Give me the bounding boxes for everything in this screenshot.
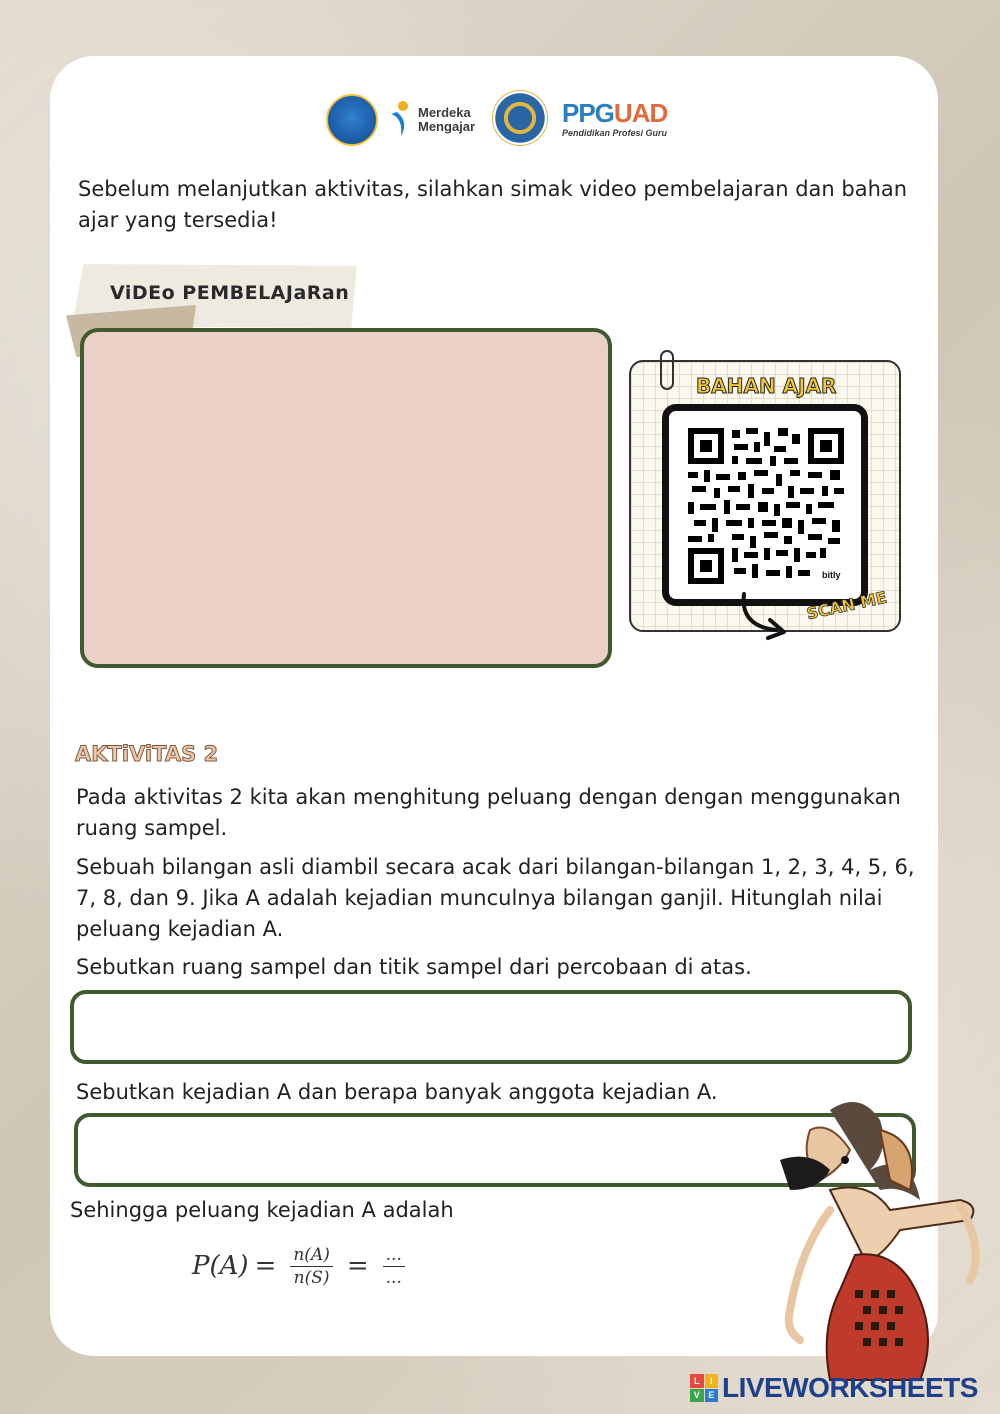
formula-lhs: P(A)	[192, 1251, 249, 1281]
formula-equals-1: =	[254, 1251, 277, 1281]
uad-logo	[492, 90, 548, 146]
fraction-numerator: n(A)	[290, 1244, 333, 1267]
curved-arrow-icon	[736, 590, 796, 642]
conclusion-text: Sehingga peluang kejadian A adalah	[70, 1198, 454, 1222]
scan-me-label: SCAN ME	[804, 587, 889, 624]
formula-equals-2: =	[346, 1251, 369, 1281]
liveworksheets-text: LIVEWORKSHEETS	[722, 1372, 978, 1403]
uad-text: UAD	[613, 98, 668, 128]
wayang-illustration	[770, 1090, 1000, 1390]
merdeka-text-line1: Merdeka	[418, 105, 471, 120]
merdeka-mengajar-logo	[389, 100, 411, 138]
paperclip-icon	[660, 350, 674, 390]
merdeka-text-line2: Mengajar	[418, 119, 476, 134]
activity-paragraph-1: Pada aktivitas 2 kita akan menghitung peluang dengan dengan menggunakan ruang sampel.	[76, 785, 901, 840]
ppg-text: PPG	[562, 98, 614, 128]
header-logos	[326, 88, 686, 150]
bahan-ajar-title: BAHAN AJAR	[696, 374, 837, 398]
answer-denominator: ...	[385, 1267, 402, 1288]
formula-fraction-1	[290, 1244, 333, 1289]
answer-numerator: ...	[383, 1244, 405, 1267]
logo-letter-l: L	[690, 1374, 704, 1388]
video-section-title: ViDEo PEMBELAJaRan	[110, 282, 350, 304]
fraction-denominator: n(S)	[293, 1267, 330, 1288]
answer-field-1[interactable]	[70, 990, 912, 1064]
logo-letter-i: I	[705, 1374, 719, 1388]
probability-formula	[192, 1238, 413, 1294]
question-1: Sebutkan ruang sampel dan titik sampel dari percobaan di atas.	[76, 955, 752, 979]
activity-title: AKTiViTAS 2	[75, 742, 219, 766]
activity-paragraph-2: Sebuah bilangan asli diambil secara acak dari bilangan-bilangan 1, 2, 3, 4, 5, 6, 7, 8, dan 9. Jika A adalah kejadian munculnya bilangan ganjil. Hitunglah nilai peluang kejadian A.	[76, 855, 915, 941]
logo-letter-e: E	[705, 1389, 719, 1403]
kemendikbud-logo	[326, 94, 378, 146]
logo-letter-v: V	[690, 1389, 704, 1403]
question-2: Sebutkan kejadian A dan berapa banyak anggota kejadian A.	[76, 1080, 718, 1104]
ppg-subtitle: Pendidikan Profesi Guru	[562, 128, 668, 138]
qr-code-icon[interactable]	[688, 428, 844, 584]
formula-fraction-2	[383, 1244, 405, 1289]
ppg-uad-logo	[562, 98, 667, 129]
liveworksheets-logo-icon	[690, 1374, 718, 1402]
liveworksheets-brand[interactable]	[690, 1372, 978, 1404]
bitly-label: bitly	[822, 570, 841, 580]
video-player[interactable]	[80, 328, 612, 668]
intro-text: Sebelum melanjutkan aktivitas, silahkan simak video pembelajaran dan bahan ajar yang tersedia!	[78, 177, 908, 232]
